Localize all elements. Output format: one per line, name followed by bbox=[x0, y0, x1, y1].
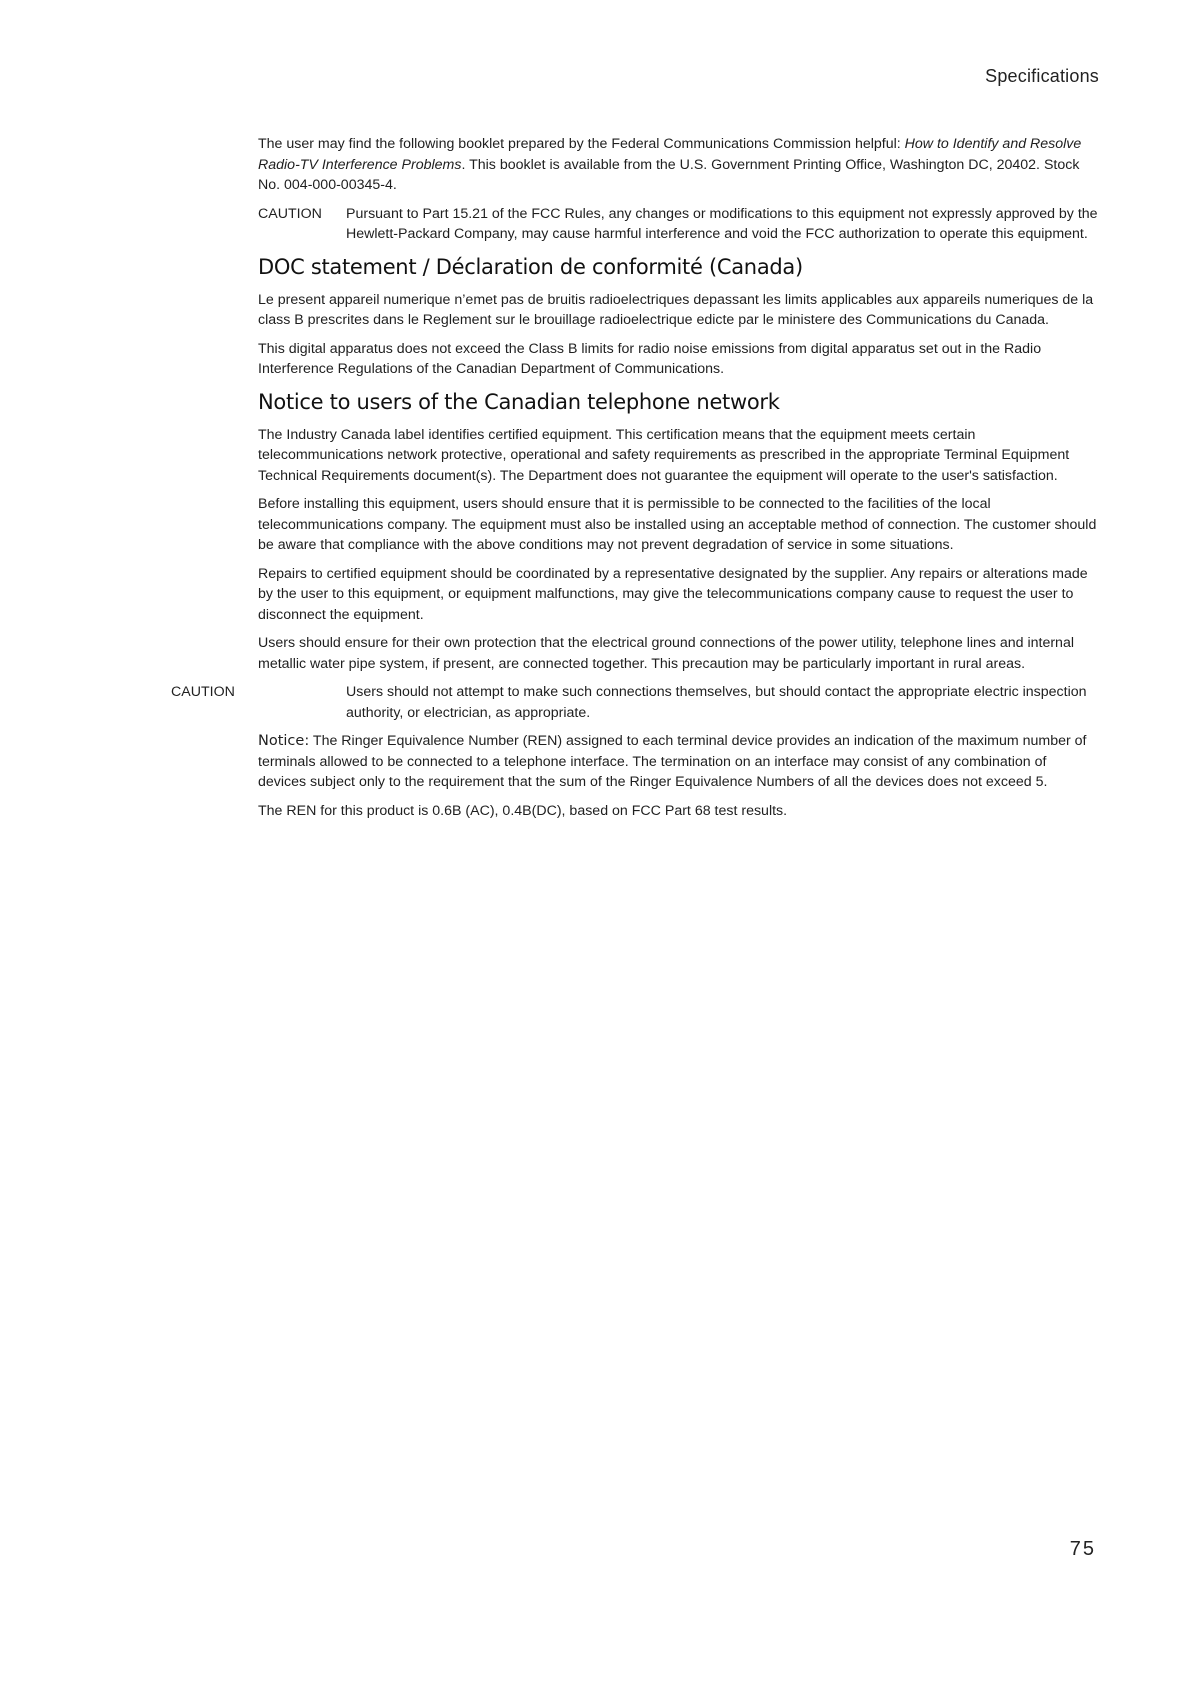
fcc-booklet-paragraph bbox=[258, 134, 1098, 196]
canada-paragraph: Users should ensure for their own protection that the electrical ground connections of the power utility, telephone lines and internal metallic water pipe system, if present, are connected together. This precaution may be particularly important in rural areas. bbox=[258, 635, 1074, 672]
running-head: Specifications bbox=[985, 66, 1099, 86]
caution-text: Pursuant to Part 15.21 of the FCC Rules, any changes or modifications to this equipment not expressly approved by the Hewlett-Packard Company, may cause harmful interference and void the FCC authorization to operate this equipment. bbox=[346, 205, 1098, 242]
fcc-booklet-text-pre: The user may find the following booklet prepared by the Federal Communications Commission helpful: bbox=[258, 136, 905, 152]
doc-section-heading: DOC statement / Déclaration de conformité (Canada) bbox=[258, 254, 803, 279]
notice-text: The Ringer Equivalence Number (REN) assigned to each terminal device provides an indication of the maximum number of terminals allowed to be connected to a telephone interface. The termination on an interface may consist of any combination of devices subject only to the requirement that the sum of the Ringer Equivalence Numbers of all the devices does not exceed 5. bbox=[258, 733, 1087, 790]
fcc-booklet-title: How to Identify and Resolve Radio-TV Interference Problems bbox=[258, 136, 1082, 173]
fcc-booklet-text-post: . This booklet is available from the U.S. Government Printing Office, Washington DC, 20402. Stock No. 004-000-00345-4. bbox=[258, 156, 1080, 193]
canada-paragraph: Before installing this equipment, users should ensure that it is permissible to be connected to the facilities of the local telecommunications company. The equipment must also be installed using an acceptable method of connection. The customer should be aware that compliance with the above conditions may not prevent degradation of service in some situations. bbox=[258, 496, 1097, 553]
caution-label: CAUTION bbox=[258, 205, 322, 222]
canada-paragraph: The Industry Canada label identifies certified equipment. This certification means that the equipment meets certain telecommunications network protective, operational and safety requirements as prescribed in the appropriate Terminal Equipment Technical Requirements document(s). The Department does not guarantee the equipment will operate to the user's satisfaction. bbox=[258, 426, 1070, 484]
caution-label: CAUTION bbox=[171, 684, 235, 700]
page-number: 75 bbox=[1069, 1538, 1096, 1560]
notice-label: Notice: bbox=[258, 733, 310, 749]
caution-text: Users should not attempt to make such connections themselves, but should contact the appropriate electric inspection authority, or electrician, as appropriate. bbox=[346, 684, 1087, 721]
page-body bbox=[171, 134, 1098, 829]
canada-paragraph: Repairs to certified equipment should be coordinated by a representative designated by the supplier. Any repairs or alterations made by the user to this equipment, or equipment malfunctions, may give the telecommunications company cause to request the user to disconnect the equipment. bbox=[258, 565, 1088, 623]
ren-value-paragraph: The REN for this product is 0.6B (AC), 0.4B(DC), based on FCC Part 68 test results. bbox=[258, 802, 788, 819]
fcc-caution bbox=[258, 204, 1098, 245]
canada-section-heading: Notice to users of the Canadian telephone network bbox=[258, 389, 780, 414]
doc-paragraph-french: Le present appareil numerique n’emet pas de bruitis radioelectriques depassant les limits applicables aux appareils numeriques de la class B prescrites dans le Reglement sur le brouillage radioelectrique edicte par le ministere des Communications du Canada. bbox=[258, 291, 1094, 328]
ground-caution bbox=[171, 682, 1098, 723]
ren-notice-paragraph bbox=[258, 731, 1098, 793]
doc-paragraph-english: This digital apparatus does not exceed the Class B limits for radio noise emissions from digital apparatus set out in the Radio Interference Regulations of the Canadian Department of Communications. bbox=[258, 340, 1042, 377]
